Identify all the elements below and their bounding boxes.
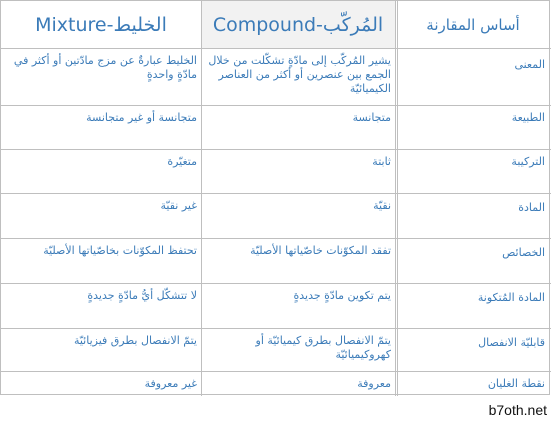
mixture-formed-substance: لا تتشكّل أيُّ مادّةٍ جديدةٍ <box>87 289 197 302</box>
compound-nature: متجانسة <box>352 111 391 124</box>
row-divider <box>1 283 551 284</box>
mixture-boiling-point: غير معروفة <box>144 377 197 390</box>
column-divider <box>395 1 396 396</box>
compound-properties: تفقد المكوّنات خاصّياتها الأصليّة <box>250 244 391 257</box>
compound-header: Compound-المُركّب <box>212 13 384 36</box>
mixture-separability: يتمّ الانفصال بطرق فيزيائيّة <box>73 334 197 347</box>
basis-formed-substance: المادة المُتكونة <box>477 291 545 304</box>
basis-nature: الطبيعة <box>511 111 545 124</box>
watermark: b7oth.net <box>486 401 550 419</box>
compound-separability: يتمّ الانفصال بطرق كيميائيّة أو كهروكيميائيّة <box>255 334 391 361</box>
mixture-composition: متغيّرة <box>167 155 197 168</box>
row-divider <box>1 328 551 329</box>
compound-meaning: يشير المُركّب إلى مادّةٍ تشكّلت من خلال الجمع بين عنصرين أو أكثر من العناصر الكيميائيّة <box>208 54 391 95</box>
compound-formed-substance: يتم تكوين مادّةٍ جديدةٍ <box>293 289 391 302</box>
mixture-substance: غير نقيّة <box>160 199 197 212</box>
basis-boiling-point: نقطة الغليان <box>487 377 545 390</box>
basis-substance: المادة <box>518 201 545 214</box>
mixture-meaning: الخليط عبارةٌ عن مزج مادّتين أو أكثر في مادّةٍ واحدةٍ <box>13 54 197 81</box>
basis-properties: الخصائص <box>502 246 545 259</box>
row-divider <box>1 149 551 150</box>
mixture-properties: تحتفظ المكوّنات بخاصّياتها الأصليّة <box>43 244 197 257</box>
row-divider <box>1 371 551 372</box>
basis-composition: التركيبة <box>511 155 545 168</box>
mixture-header: Mixture-الخليط <box>35 13 167 36</box>
row-divider <box>1 48 551 49</box>
basis-header: أساس المقارنة <box>426 15 520 34</box>
basis-meaning: المعنى <box>514 58 545 71</box>
row-divider <box>1 193 551 194</box>
compound-substance: نقيّة <box>373 199 391 212</box>
row-divider <box>1 105 551 106</box>
mixture-nature: متجانسة أو غير متجانسة <box>86 111 197 124</box>
compound-composition: ثابتة <box>372 155 391 168</box>
basis-separability: قابليّة الانفصال <box>478 336 545 349</box>
row-divider <box>1 238 551 239</box>
compound-boiling-point: معروفة <box>357 377 391 390</box>
